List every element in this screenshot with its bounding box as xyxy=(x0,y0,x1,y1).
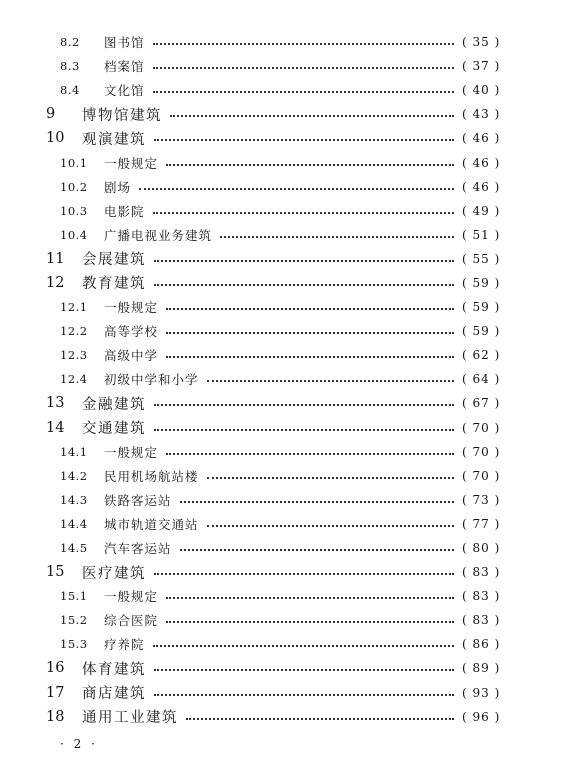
entry-number: 10 xyxy=(46,130,65,147)
entry-title: 博物馆建筑 xyxy=(82,107,162,124)
dot-leader xyxy=(166,597,454,599)
dot-leader xyxy=(154,694,454,696)
entry-title: 文化馆 xyxy=(104,83,145,99)
entry-title: 民用机场航站楼 xyxy=(104,468,199,484)
dot-leader xyxy=(154,139,454,141)
toc-section-entry[interactable] xyxy=(0,464,574,488)
toc-section-entry[interactable] xyxy=(0,319,574,343)
entry-page-number: ( 64 ) xyxy=(462,372,501,387)
toc-section-entry[interactable] xyxy=(0,536,574,560)
dot-leader xyxy=(207,380,454,382)
entry-number: 12.4 xyxy=(60,372,88,387)
entry-number: 14 xyxy=(46,419,65,436)
toc-chapter-entry[interactable] xyxy=(0,271,574,295)
entry-page-number: ( 46 ) xyxy=(462,155,501,170)
dot-leader xyxy=(207,525,454,527)
entry-title: 电影院 xyxy=(104,203,145,219)
dot-leader xyxy=(154,260,454,262)
entry-page-number: ( 70 ) xyxy=(462,444,501,459)
toc-section-entry[interactable] xyxy=(0,78,574,102)
entry-number: 14.1 xyxy=(60,444,88,459)
entry-title: 疗养院 xyxy=(104,637,145,653)
entry-number: 9 xyxy=(46,106,56,123)
dot-leader xyxy=(166,332,454,334)
toc-section-entry[interactable] xyxy=(0,608,574,632)
dot-leader xyxy=(154,284,454,286)
entry-number: 12.2 xyxy=(60,324,88,339)
toc-chapter-entry[interactable] xyxy=(0,416,574,440)
entry-title: 金融建筑 xyxy=(82,396,146,413)
entry-number: 13 xyxy=(46,395,65,412)
dot-leader xyxy=(153,645,454,647)
entry-title: 交通建筑 xyxy=(82,421,146,438)
dot-leader xyxy=(153,91,454,93)
entry-title: 体育建筑 xyxy=(82,661,146,678)
entry-page-number: ( 43 ) xyxy=(462,107,501,122)
entry-page-number: ( 37 ) xyxy=(462,59,501,74)
entry-page-number: ( 59 ) xyxy=(462,300,501,315)
entry-title: 医疗建筑 xyxy=(82,565,146,582)
entry-title: 图书馆 xyxy=(104,35,145,51)
entry-number: 15.1 xyxy=(60,589,88,604)
entry-title: 一般规定 xyxy=(104,589,159,605)
dot-leader xyxy=(166,356,454,358)
toc-section-entry[interactable] xyxy=(0,440,574,464)
entry-title: 会展建筑 xyxy=(82,252,146,269)
toc-section-entry[interactable] xyxy=(0,150,574,174)
dot-leader xyxy=(186,718,454,720)
entry-page-number: ( 86 ) xyxy=(462,637,501,652)
dot-leader xyxy=(166,164,454,166)
entry-number: 15.3 xyxy=(60,637,88,652)
entry-page-number: ( 59 ) xyxy=(462,324,501,339)
entry-title: 初级中学和小学 xyxy=(104,372,199,388)
toc-section-entry[interactable] xyxy=(0,488,574,512)
toc-section-entry[interactable] xyxy=(0,175,574,199)
entry-title: 城市轨道交通站 xyxy=(104,516,199,532)
entry-title: 高等学校 xyxy=(104,324,159,340)
toc-section-entry[interactable] xyxy=(0,512,574,536)
entry-page-number: ( 55 ) xyxy=(462,251,501,266)
entry-title: 汽车客运站 xyxy=(104,541,172,557)
entry-title: 通用工业建筑 xyxy=(82,710,178,727)
entry-page-number: ( 83 ) xyxy=(462,565,501,580)
entry-number: 16 xyxy=(46,660,65,677)
entry-title: 一般规定 xyxy=(104,300,159,316)
entry-title: 观演建筑 xyxy=(82,131,146,148)
toc-chapter-entry[interactable] xyxy=(0,705,574,729)
entry-page-number: ( 83 ) xyxy=(462,613,501,628)
entry-number: 10.4 xyxy=(60,227,88,242)
toc-section-entry[interactable] xyxy=(0,584,574,608)
entry-number: 8.2 xyxy=(60,35,80,50)
dot-leader xyxy=(166,621,454,623)
toc-section-entry[interactable] xyxy=(0,30,574,54)
entry-number: 12.1 xyxy=(60,300,88,315)
entry-number: 11 xyxy=(46,250,65,267)
entry-page-number: ( 73 ) xyxy=(462,492,501,507)
dot-leader xyxy=(154,429,454,431)
entry-page-number: ( 67 ) xyxy=(462,396,501,411)
toc-section-entry[interactable] xyxy=(0,367,574,391)
dot-leader xyxy=(153,212,454,214)
entry-page-number: ( 96 ) xyxy=(462,709,501,724)
dot-leader xyxy=(166,308,454,310)
entry-title: 广播电视业务建筑 xyxy=(104,227,213,243)
toc-chapter-entry[interactable] xyxy=(0,247,574,271)
entry-title: 高级中学 xyxy=(104,348,159,364)
entry-number: 12 xyxy=(46,274,65,291)
entry-number: 17 xyxy=(46,684,65,701)
entry-title: 综合医院 xyxy=(104,613,159,629)
entry-page-number: ( 83 ) xyxy=(462,589,501,604)
entry-title: 档案馆 xyxy=(104,59,145,75)
entry-title: 一般规定 xyxy=(104,444,159,460)
entry-number: 8.4 xyxy=(60,83,80,98)
toc-section-entry[interactable] xyxy=(0,223,574,247)
toc-chapter-entry[interactable] xyxy=(0,391,574,415)
entry-number: 14.5 xyxy=(60,541,88,556)
entry-page-number: ( 59 ) xyxy=(462,275,501,290)
entry-page-number: ( 51 ) xyxy=(462,227,501,242)
entry-page-number: ( 46 ) xyxy=(462,131,501,146)
entry-page-number: ( 35 ) xyxy=(462,35,501,50)
entry-title: 一般规定 xyxy=(104,155,159,171)
dot-leader xyxy=(154,669,454,671)
entry-number: 14.4 xyxy=(60,516,88,531)
dot-leader xyxy=(153,67,454,69)
entry-title: 剧场 xyxy=(104,179,132,195)
dot-leader xyxy=(154,573,454,575)
entry-title: 教育建筑 xyxy=(82,276,146,293)
toc-section-entry[interactable] xyxy=(0,199,574,223)
entry-page-number: ( 46 ) xyxy=(462,179,501,194)
toc-section-entry[interactable] xyxy=(0,632,574,656)
entry-title: 铁路客运站 xyxy=(104,492,172,508)
entry-page-number: ( 80 ) xyxy=(462,541,501,556)
entry-page-number: ( 93 ) xyxy=(462,685,501,700)
toc-section-entry[interactable] xyxy=(0,295,574,319)
entry-number: 14.3 xyxy=(60,492,88,507)
dot-leader xyxy=(207,477,454,479)
toc-chapter-entry[interactable] xyxy=(0,126,574,150)
toc-section-entry[interactable] xyxy=(0,343,574,367)
entry-number: 10.1 xyxy=(60,155,88,170)
entry-number: 10.2 xyxy=(60,179,88,194)
entry-number: 15.2 xyxy=(60,613,88,628)
toc-chapter-entry[interactable] xyxy=(0,560,574,584)
entry-number: 8.3 xyxy=(60,59,80,74)
toc-section-entry[interactable] xyxy=(0,54,574,78)
entry-page-number: ( 77 ) xyxy=(462,516,501,531)
dot-leader xyxy=(170,115,454,117)
entry-page-number: ( 70 ) xyxy=(462,468,501,483)
entry-number: 12.3 xyxy=(60,348,88,363)
entry-page-number: ( 62 ) xyxy=(462,348,501,363)
entry-number: 14.2 xyxy=(60,468,88,483)
entry-page-number: ( 40 ) xyxy=(462,83,501,98)
page-number: · 2 · xyxy=(60,737,98,751)
dot-leader xyxy=(166,453,454,455)
toc-chapter-entry[interactable] xyxy=(0,681,574,705)
entry-page-number: ( 89 ) xyxy=(462,661,501,676)
toc-chapter-entry[interactable] xyxy=(0,656,574,680)
dot-leader xyxy=(180,549,454,551)
table-of-contents xyxy=(0,30,574,729)
entry-number: 18 xyxy=(46,708,65,725)
entry-title: 商店建筑 xyxy=(82,686,146,703)
dot-leader xyxy=(139,188,454,190)
entry-page-number: ( 70 ) xyxy=(462,420,501,435)
toc-chapter-entry[interactable] xyxy=(0,102,574,126)
dot-leader xyxy=(180,501,454,503)
entry-page-number: ( 49 ) xyxy=(462,203,501,218)
entry-number: 10.3 xyxy=(60,203,88,218)
entry-number: 15 xyxy=(46,564,65,581)
dot-leader xyxy=(154,404,454,406)
dot-leader xyxy=(153,43,454,45)
dot-leader xyxy=(220,236,454,238)
